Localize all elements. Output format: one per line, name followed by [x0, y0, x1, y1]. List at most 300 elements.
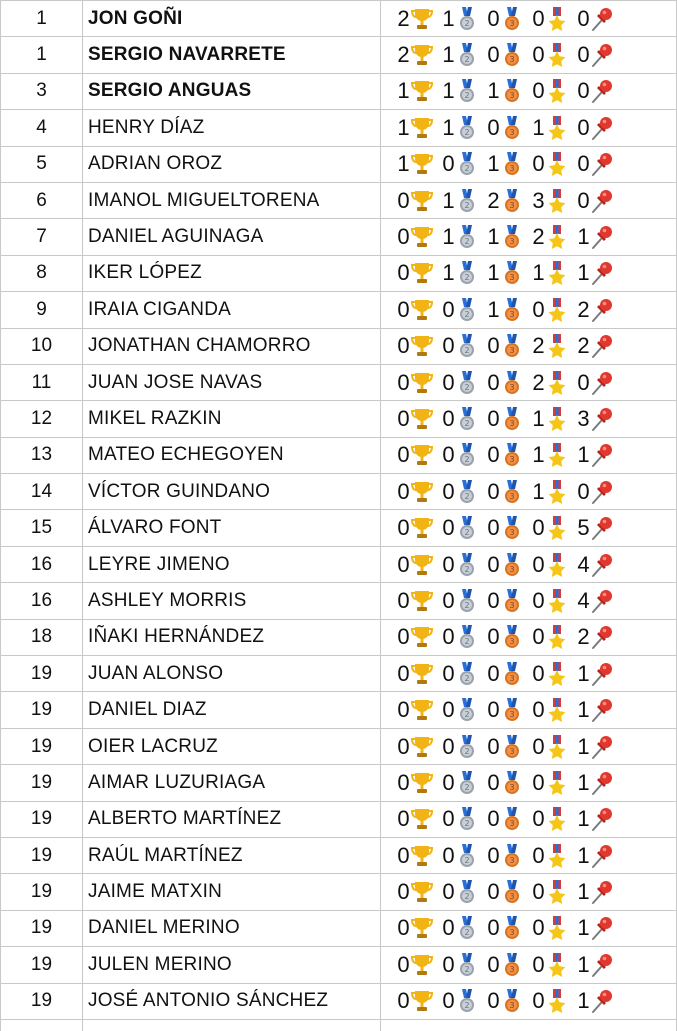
svg-text:3: 3 [509, 747, 514, 756]
award-count-value: 2 [532, 224, 545, 250]
pushpin-count [577, 988, 614, 1014]
trophy-count [397, 952, 434, 978]
trophy-icon [410, 78, 434, 104]
rank-cell: 14 [1, 474, 83, 510]
bronze-medal-icon [500, 515, 524, 541]
pushpin-icon [590, 915, 614, 941]
bronze-medal-count [487, 661, 524, 687]
pushpin-icon [590, 879, 614, 905]
table-row [1, 546, 677, 582]
trophy-count [397, 515, 434, 541]
pushpin-count [577, 188, 614, 214]
silver-medal-count [442, 6, 479, 32]
svg-text:2: 2 [464, 965, 469, 974]
award-count-value: 0 [442, 879, 455, 905]
rank-cell: 9 [1, 292, 83, 328]
table-row [1, 947, 677, 983]
award-count-value: 0 [442, 515, 455, 541]
award-count-value: 0 [442, 552, 455, 578]
table-row [1, 728, 677, 764]
pushpin-count [577, 151, 614, 177]
svg-text:3: 3 [509, 237, 514, 246]
military-medal-count [532, 915, 569, 941]
rank-cell: 19 [1, 910, 83, 946]
awards-cell [381, 765, 677, 801]
military-medal-count [532, 843, 569, 869]
svg-text:3: 3 [509, 783, 514, 792]
awards-cell [381, 37, 677, 73]
award-count-value: 0 [397, 188, 410, 214]
award-count-value: 1 [577, 442, 590, 468]
silver-medal-count [442, 843, 479, 869]
svg-text:3: 3 [509, 674, 514, 683]
military-medal-count [532, 770, 569, 796]
pushpin-icon [590, 188, 614, 214]
pushpin-count [577, 42, 614, 68]
pushpin-count [577, 843, 614, 869]
pushpin-icon [590, 297, 614, 323]
table-row [1, 692, 677, 728]
player-name-cell: AIMAR LUZURIAGA [83, 765, 381, 801]
military-medal-icon [545, 806, 569, 832]
player-name-cell: SERGIO NAVARRETE [83, 37, 381, 73]
award-count-value: 0 [487, 6, 500, 32]
award-count-value: 2 [532, 370, 545, 396]
bronze-medal-count [487, 843, 524, 869]
bronze-medal-icon [500, 42, 524, 68]
svg-text:2: 2 [464, 747, 469, 756]
military-medal-icon [545, 151, 569, 177]
military-medal-icon [545, 188, 569, 214]
pushpin-count [577, 515, 614, 541]
bronze-medal-icon [500, 770, 524, 796]
award-count-value: 0 [397, 770, 410, 796]
silver-medal-count [442, 661, 479, 687]
award-count-value: 1 [442, 115, 455, 141]
military-medal-icon [545, 588, 569, 614]
svg-text:2: 2 [464, 91, 469, 100]
empty-cell [381, 1019, 677, 1031]
silver-medal-icon [455, 734, 479, 760]
rank-cell: 19 [1, 692, 83, 728]
trophy-icon [410, 879, 434, 905]
awards-cell [381, 364, 677, 400]
award-count-value: 0 [532, 515, 545, 541]
player-name-cell: JAIME MATXIN [83, 874, 381, 910]
military-medal-icon [545, 479, 569, 505]
svg-text:2: 2 [464, 856, 469, 865]
pushpin-count [577, 115, 614, 141]
trophy-count [397, 915, 434, 941]
award-count-value: 0 [442, 442, 455, 468]
awards-cell [381, 255, 677, 291]
award-count-value: 0 [532, 770, 545, 796]
silver-medal-count [442, 552, 479, 578]
table-row [1, 983, 677, 1019]
silver-medal-count [442, 770, 479, 796]
award-count-value: 0 [487, 843, 500, 869]
silver-medal-icon [455, 260, 479, 286]
bronze-medal-icon [500, 297, 524, 323]
trophy-count [397, 78, 434, 104]
trophy-count [397, 260, 434, 286]
player-name-cell: HENRY DÍAZ [83, 110, 381, 146]
table-row [1, 73, 677, 109]
bronze-medal-icon [500, 806, 524, 832]
awards-cell [381, 73, 677, 109]
rank-cell: 3 [1, 73, 83, 109]
table-row [1, 364, 677, 400]
silver-medal-count [442, 988, 479, 1014]
military-medal-count [532, 406, 569, 432]
award-count-value: 0 [397, 515, 410, 541]
svg-text:3: 3 [509, 1001, 514, 1010]
award-count-value: 0 [487, 406, 500, 432]
silver-medal-icon [455, 806, 479, 832]
table-row [1, 437, 677, 473]
trophy-icon [410, 115, 434, 141]
award-count-value: 0 [487, 115, 500, 141]
military-medal-icon [545, 552, 569, 578]
military-medal-count [532, 115, 569, 141]
pushpin-icon [590, 333, 614, 359]
trophy-icon [410, 552, 434, 578]
pushpin-count [577, 697, 614, 723]
award-count-value: 1 [487, 224, 500, 250]
award-count-value: 0 [532, 843, 545, 869]
silver-medal-count [442, 224, 479, 250]
player-name-cell: ADRIAN OROZ [83, 146, 381, 182]
table-row [1, 1, 677, 37]
military-medal-icon [545, 879, 569, 905]
military-medal-count [532, 806, 569, 832]
award-count-value: 0 [532, 915, 545, 941]
trophy-icon [410, 224, 434, 250]
pushpin-count [577, 770, 614, 796]
rank-cell: 6 [1, 182, 83, 218]
bronze-medal-icon [500, 442, 524, 468]
award-count-value: 0 [532, 952, 545, 978]
silver-medal-icon [455, 224, 479, 250]
trophy-icon [410, 770, 434, 796]
bronze-medal-count [487, 442, 524, 468]
pushpin-icon [590, 952, 614, 978]
svg-text:3: 3 [509, 601, 514, 610]
pushpin-count [577, 333, 614, 359]
military-medal-count [532, 552, 569, 578]
award-count-value: 1 [442, 260, 455, 286]
award-count-value: 1 [487, 260, 500, 286]
table-row [1, 219, 677, 255]
silver-medal-icon [455, 333, 479, 359]
silver-medal-count [442, 42, 479, 68]
award-count-value: 0 [397, 442, 410, 468]
silver-medal-icon [455, 588, 479, 614]
trophy-icon [410, 188, 434, 214]
award-count-value: 0 [397, 624, 410, 650]
award-count-value: 0 [532, 552, 545, 578]
pushpin-icon [590, 406, 614, 432]
award-count-value: 0 [487, 588, 500, 614]
award-count-value: 1 [577, 843, 590, 869]
bronze-medal-count [487, 224, 524, 250]
trophy-count [397, 406, 434, 432]
awards-cell [381, 947, 677, 983]
trophy-count [397, 879, 434, 905]
award-count-value: 1 [487, 78, 500, 104]
award-count-value: 1 [577, 661, 590, 687]
bronze-medal-count [487, 952, 524, 978]
pushpin-count [577, 734, 614, 760]
award-count-value: 0 [532, 78, 545, 104]
silver-medal-count [442, 442, 479, 468]
award-count-value: 0 [397, 952, 410, 978]
svg-text:3: 3 [509, 856, 514, 865]
award-count-value: 1 [442, 42, 455, 68]
military-medal-count [532, 297, 569, 323]
trophy-count [397, 806, 434, 832]
trophy-icon [410, 915, 434, 941]
trophy-icon [410, 370, 434, 396]
award-count-value: 0 [442, 734, 455, 760]
trophy-count [397, 588, 434, 614]
rank-cell: 8 [1, 255, 83, 291]
awards-cell [381, 837, 677, 873]
military-medal-count [532, 879, 569, 905]
svg-text:3: 3 [509, 310, 514, 319]
pushpin-icon [590, 770, 614, 796]
military-medal-count [532, 188, 569, 214]
award-count-value: 0 [397, 552, 410, 578]
player-name-cell: OIER LACRUZ [83, 728, 381, 764]
rank-cell: 19 [1, 874, 83, 910]
award-count-value: 1 [532, 442, 545, 468]
trophy-count [397, 770, 434, 796]
awards-cell [381, 474, 677, 510]
military-medal-icon [545, 661, 569, 687]
svg-text:2: 2 [464, 892, 469, 901]
table-row [1, 765, 677, 801]
military-medal-icon [545, 6, 569, 32]
military-medal-count [532, 42, 569, 68]
award-count-value: 1 [577, 915, 590, 941]
table-row [1, 401, 677, 437]
silver-medal-icon [455, 915, 479, 941]
awards-cell [381, 401, 677, 437]
award-count-value: 0 [487, 42, 500, 68]
award-count-value: 0 [442, 915, 455, 941]
award-count-value: 0 [577, 151, 590, 177]
pushpin-icon [590, 78, 614, 104]
trophy-count [397, 734, 434, 760]
award-count-value: 2 [487, 188, 500, 214]
svg-text:2: 2 [464, 310, 469, 319]
trophy-count [397, 624, 434, 650]
ranking-table-body [1, 1, 677, 1031]
military-medal-count [532, 515, 569, 541]
pushpin-icon [590, 988, 614, 1014]
table-row [1, 619, 677, 655]
player-name-cell: JUAN ALONSO [83, 656, 381, 692]
svg-text:2: 2 [464, 55, 469, 64]
pushpin-count [577, 661, 614, 687]
svg-text:2: 2 [464, 128, 469, 137]
military-medal-icon [545, 42, 569, 68]
award-count-value: 0 [442, 770, 455, 796]
player-name-cell: MATEO ECHEGOYEN [83, 437, 381, 473]
award-count-value: 0 [487, 370, 500, 396]
military-medal-count [532, 260, 569, 286]
table-row [1, 510, 677, 546]
award-count-value: 0 [532, 661, 545, 687]
svg-text:2: 2 [464, 237, 469, 246]
bronze-medal-count [487, 988, 524, 1014]
player-name-cell: JOSÉ ANTONIO SÁNCHEZ [83, 983, 381, 1019]
silver-medal-count [442, 734, 479, 760]
pushpin-icon [590, 552, 614, 578]
award-count-value: 0 [487, 879, 500, 905]
award-count-value: 0 [442, 988, 455, 1014]
pushpin-count [577, 624, 614, 650]
award-count-value: 3 [577, 406, 590, 432]
table-row [1, 146, 677, 182]
award-count-value: 1 [577, 879, 590, 905]
pushpin-count [577, 915, 614, 941]
svg-text:2: 2 [464, 710, 469, 719]
award-count-value: 1 [577, 734, 590, 760]
trophy-icon [410, 588, 434, 614]
military-medal-count [532, 661, 569, 687]
svg-text:2: 2 [464, 273, 469, 282]
svg-text:2: 2 [464, 783, 469, 792]
award-count-value: 0 [397, 224, 410, 250]
svg-text:3: 3 [509, 637, 514, 646]
military-medal-count [532, 588, 569, 614]
rank-cell: 19 [1, 947, 83, 983]
svg-text:3: 3 [509, 965, 514, 974]
award-count-value: 0 [532, 624, 545, 650]
player-name-cell: JONATHAN CHAMORRO [83, 328, 381, 364]
svg-text:3: 3 [509, 201, 514, 210]
svg-text:2: 2 [464, 601, 469, 610]
award-count-value: 0 [577, 188, 590, 214]
pushpin-count [577, 588, 614, 614]
awards-cell [381, 510, 677, 546]
table-row [1, 292, 677, 328]
award-count-value: 5 [577, 515, 590, 541]
pushpin-count [577, 442, 614, 468]
table-row [1, 837, 677, 873]
table-row [1, 255, 677, 291]
trophy-icon [410, 806, 434, 832]
award-count-value: 0 [442, 697, 455, 723]
award-count-value: 4 [577, 552, 590, 578]
svg-text:3: 3 [509, 565, 514, 574]
silver-medal-icon [455, 661, 479, 687]
pushpin-icon [590, 697, 614, 723]
award-count-value: 2 [397, 42, 410, 68]
award-count-value: 0 [442, 151, 455, 177]
svg-text:2: 2 [464, 674, 469, 683]
award-count-value: 0 [532, 42, 545, 68]
trophy-icon [410, 697, 434, 723]
trophy-icon [410, 952, 434, 978]
awards-cell [381, 656, 677, 692]
trophy-icon [410, 661, 434, 687]
trophy-count [397, 115, 434, 141]
pushpin-count [577, 952, 614, 978]
trophy-icon [410, 297, 434, 323]
trophy-count [397, 988, 434, 1014]
silver-medal-count [442, 624, 479, 650]
svg-text:3: 3 [509, 710, 514, 719]
silver-medal-icon [455, 78, 479, 104]
empty-cell [1, 1019, 83, 1031]
svg-text:3: 3 [509, 928, 514, 937]
award-count-value: 0 [442, 297, 455, 323]
award-count-value: 0 [487, 988, 500, 1014]
silver-medal-icon [455, 188, 479, 214]
pushpin-icon [590, 42, 614, 68]
svg-text:2: 2 [464, 346, 469, 355]
bronze-medal-count [487, 806, 524, 832]
bronze-medal-icon [500, 697, 524, 723]
award-count-value: 1 [532, 115, 545, 141]
pushpin-count [577, 78, 614, 104]
award-count-value: 0 [442, 406, 455, 432]
bronze-medal-count [487, 879, 524, 905]
rank-cell: 13 [1, 437, 83, 473]
military-medal-count [532, 442, 569, 468]
award-count-value: 0 [577, 6, 590, 32]
table-row [1, 182, 677, 218]
awards-cell [381, 182, 677, 218]
table-row-partial [1, 1019, 677, 1031]
award-count-value: 0 [442, 333, 455, 359]
trophy-icon [410, 42, 434, 68]
pushpin-icon [590, 734, 614, 760]
pushpin-count [577, 479, 614, 505]
bronze-medal-count [487, 42, 524, 68]
pushpin-icon [590, 661, 614, 687]
bronze-medal-icon [500, 588, 524, 614]
silver-medal-count [442, 406, 479, 432]
player-name-cell: LEYRE JIMENO [83, 546, 381, 582]
awards-cell [381, 110, 677, 146]
award-count-value: 0 [532, 697, 545, 723]
bronze-medal-icon [500, 879, 524, 905]
awards-cell [381, 546, 677, 582]
trophy-count [397, 6, 434, 32]
award-count-value: 0 [397, 406, 410, 432]
pushpin-count [577, 552, 614, 578]
bronze-medal-count [487, 515, 524, 541]
silver-medal-icon [455, 552, 479, 578]
bronze-medal-icon [500, 552, 524, 578]
military-medal-count [532, 697, 569, 723]
pushpin-count [577, 879, 614, 905]
trophy-icon [410, 442, 434, 468]
military-medal-icon [545, 515, 569, 541]
awards-cell [381, 801, 677, 837]
svg-text:3: 3 [509, 528, 514, 537]
trophy-count [397, 224, 434, 250]
military-medal-count [532, 333, 569, 359]
empty-cell [83, 1019, 381, 1031]
award-count-value: 0 [577, 115, 590, 141]
table-row [1, 801, 677, 837]
trophy-icon [410, 333, 434, 359]
